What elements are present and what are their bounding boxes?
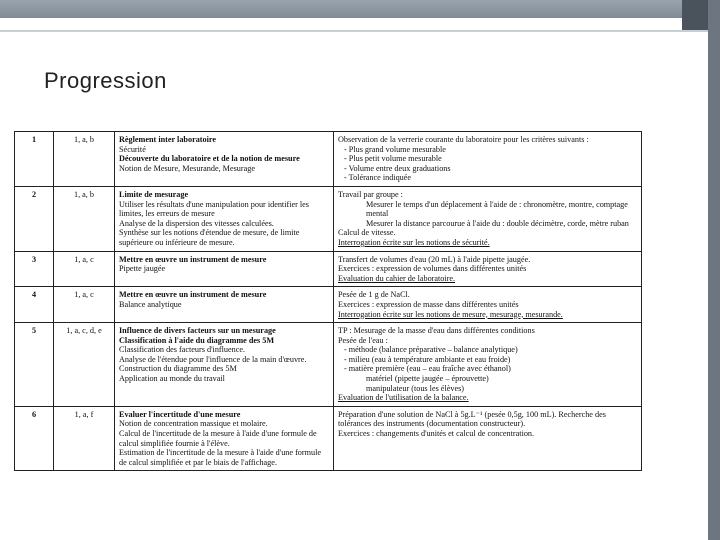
activity-line: - Tolérance indiquée <box>338 173 637 183</box>
activity-line: Transfert de volumes d'eau (20 mL) à l'aide pipette jaugée. <box>338 254 531 264</box>
topic-line: Application au monde du travail <box>119 374 225 384</box>
row-activities <box>334 186 642 251</box>
activity-line: - Plus grand volume mesurable <box>338 145 637 155</box>
row-sessions: 1, a, c, d, e <box>54 323 115 407</box>
row-sessions: 1, a, f <box>54 406 115 471</box>
activity-line: Mesurer le temps d'un déplacement à l'aide de : chronomètre, montre, comptage mental <box>366 199 628 219</box>
activity-line: Interrogation écrite sur les notions de sécurité. <box>338 237 490 247</box>
topic-line: Construction du diagramme des 5M <box>119 364 237 374</box>
row-topic <box>115 287 334 323</box>
activity-line: Préparation d'une solution de NaCl à 5g.L⁻¹ (pesée 0,5g, 100 mL). Recherche des tolérances des instruments (documentation constructeur). <box>338 409 606 429</box>
topic-line: Evaluer l'incertitude d'une mesure <box>119 409 241 419</box>
table-row <box>15 251 642 287</box>
topic-line: Influence de divers facteurs sur un mesurage <box>119 326 276 336</box>
activity-line: - Volume entre deux graduations <box>338 164 637 174</box>
topic-line: Règlement inter laboratoire <box>119 135 217 144</box>
activity-line: Evaluation de l'utilisation de la balance. <box>338 393 469 403</box>
table-row <box>15 323 642 407</box>
row-number: 4 <box>15 287 54 323</box>
table-row <box>15 186 642 251</box>
topic-line: Pipette jaugée <box>119 264 166 274</box>
row-topic <box>115 186 334 251</box>
row-topic <box>115 251 334 287</box>
topic-line: Limite de mesurage <box>119 189 189 199</box>
activity-line: Exercices : changements d'unités et calcul de concentration. <box>338 429 535 439</box>
topic-line: Analyse de l'étendue pour l'influence de la main d'œuvre. <box>119 354 307 364</box>
row-number: 1 <box>15 132 54 187</box>
slide-title: Progression <box>44 68 167 93</box>
activity-line: manipulateur (tous les élèves) <box>366 383 464 393</box>
header-band <box>0 0 708 18</box>
activity-line: Exercices : expression de masse dans différentes unités <box>338 299 519 309</box>
header-rule <box>0 30 708 32</box>
topic-line: Utiliser les résultats d'une manipulation pour identifier les limites, les erreurs de mesure <box>119 199 309 219</box>
row-number: 3 <box>15 251 54 287</box>
row-activities <box>334 406 642 471</box>
topic-line: Notion de Mesure, Mesurande, Mesurage <box>119 163 255 173</box>
topic-line: Analyse de la dispersion des vitesses calculées. <box>119 218 274 228</box>
row-activities <box>334 251 642 287</box>
topic-line: Mettre en œuvre un instrument de mesure <box>119 254 267 264</box>
activity-line: - milieu (eau à température ambiante et eau froide) <box>338 355 637 365</box>
right-accent-band <box>708 0 720 540</box>
row-topic <box>115 132 334 187</box>
activity-line: - méthode (balance préparative – balance analytique) <box>338 345 637 355</box>
activity-line: matériel (pipette jaugée – éprouvette) <box>366 374 489 384</box>
activity-line: Calcul de vitesse. <box>338 228 396 238</box>
activity-line: Pesée de l'eau : <box>338 335 388 345</box>
row-sessions: 1, a, b <box>54 132 115 187</box>
activity-line: Evaluation du cahier de laboratoire. <box>338 273 456 283</box>
topic-line: Classification à l'aide du diagramme des 5M <box>119 335 275 345</box>
row-topic <box>115 323 334 407</box>
activity-line: - matière première (eau – eau fraîche avec éthanol) <box>338 364 637 374</box>
topic-line: Balance analytique <box>119 299 182 309</box>
topic-line: Synthèse sur les notions d'étendue de mesure, de limite supérieure ou inférieure de mesure. <box>119 228 300 247</box>
table-row <box>15 406 642 471</box>
activity-line: - Plus petit volume mesurable <box>338 154 637 164</box>
topic-line: Sécurité <box>119 144 146 154</box>
activity-line: TP : Mesurage de la masse d'eau dans différentes conditions <box>338 326 535 336</box>
row-number: 6 <box>15 406 54 471</box>
corner-accent <box>682 0 708 30</box>
activity-line: Pesée de 1 g de NaCl. <box>338 290 410 300</box>
activity-line: Interrogation écrite sur les notions de mesure, mesurage, mesurande. <box>338 309 563 319</box>
progression-table <box>14 131 642 471</box>
row-activities <box>334 323 642 407</box>
activity-line: Exercices : expression de volumes dans différentes unités <box>338 264 527 274</box>
activity-line: Mesurer la distance parcourue à l'aide du : double décimètre, corde, mètre ruban <box>366 218 629 228</box>
topic-line: Estimation de l'incertitude de la mesure à l'aide d'une formule de calcul simplifiée et par le biais de l'affichage. <box>119 448 321 467</box>
row-sessions: 1, a, b <box>54 186 115 251</box>
row-topic <box>115 406 334 471</box>
activity-line: Travail par groupe : <box>338 189 403 199</box>
topic-line: Classification des facteurs d'influence. <box>119 345 246 355</box>
row-activities <box>334 287 642 323</box>
table-row <box>15 287 642 323</box>
slide-header-strip <box>0 0 720 34</box>
row-activities <box>334 132 642 187</box>
topic-line: Mettre en œuvre un instrument de mesure <box>119 290 267 300</box>
row-number: 5 <box>15 323 54 407</box>
topic-line: Calcul de l'incertitude de la mesure à l'aide d'une formule de calcul simplifiée fournie à l'élève. <box>119 429 317 448</box>
row-sessions: 1, a, c <box>54 287 115 323</box>
topic-line: Notion de concentration massique et molaire. <box>119 419 268 429</box>
table-row <box>15 132 642 187</box>
row-number: 2 <box>15 186 54 251</box>
activity-line: Observation de la verrerie courante du laboratoire pour les critères suivants : <box>338 135 589 144</box>
topic-line: Découverte du laboratoire et de la notion de mesure <box>119 154 300 164</box>
row-sessions: 1, a, c <box>54 251 115 287</box>
